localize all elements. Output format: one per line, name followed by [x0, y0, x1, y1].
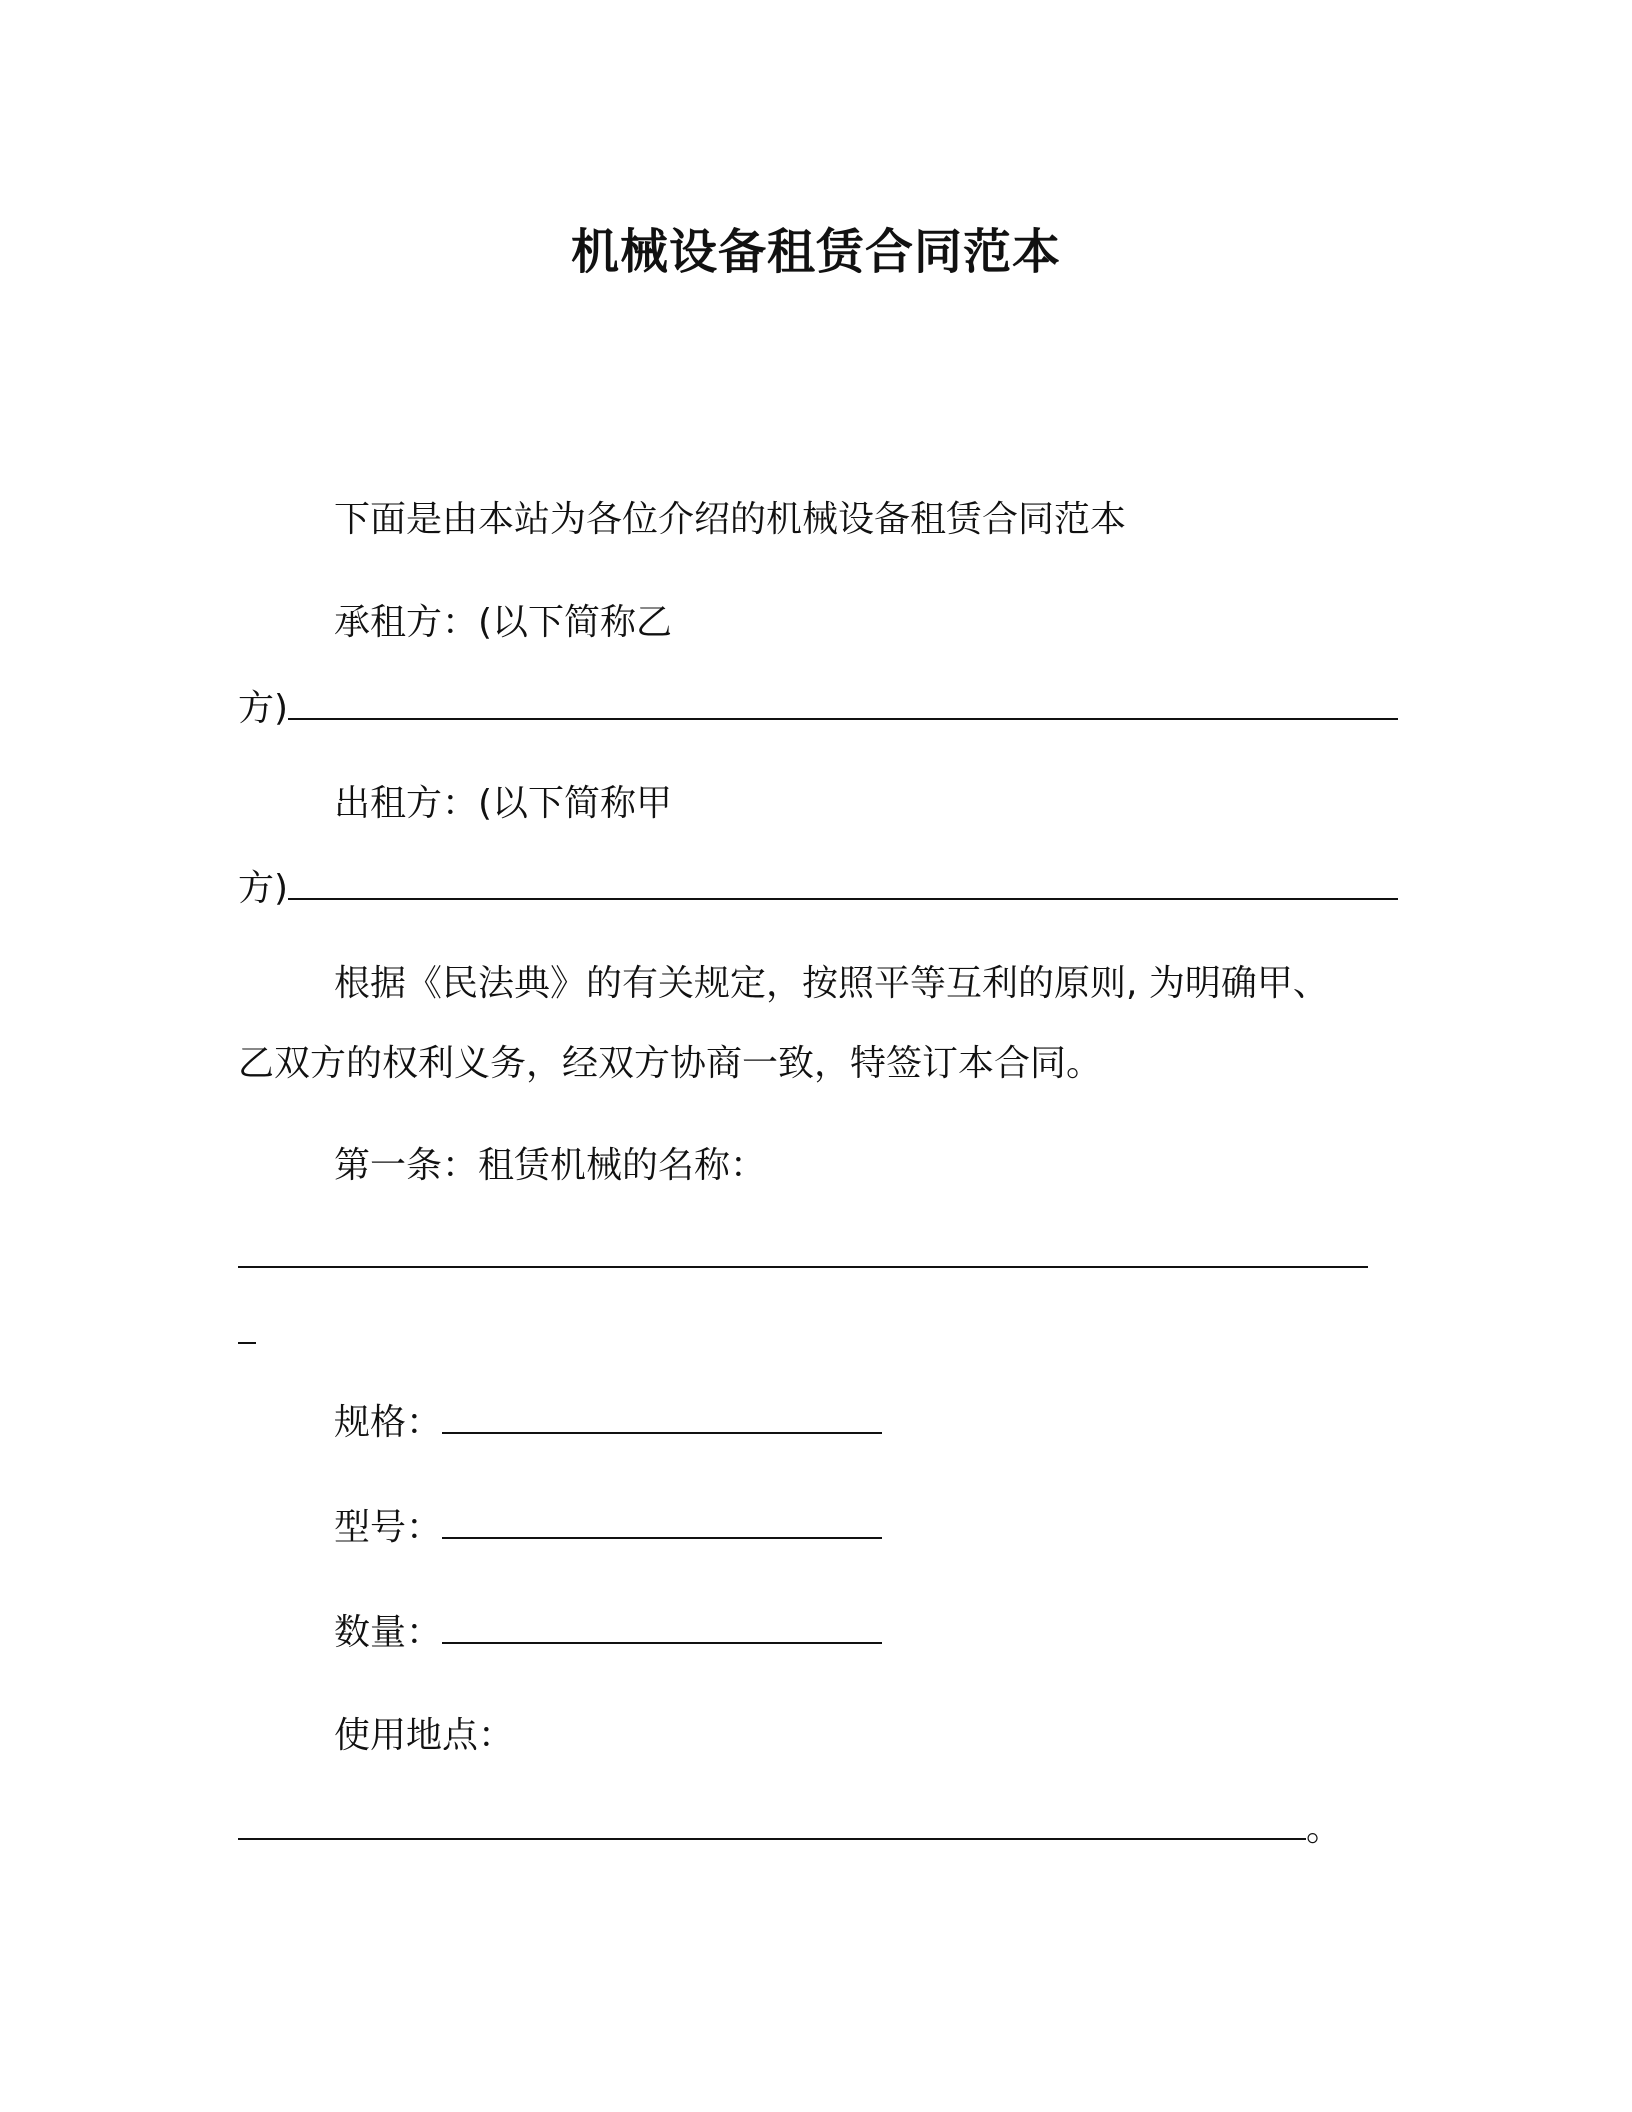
- machine-name-blank-cont[interactable]: [238, 1308, 256, 1344]
- location-line: [238, 1804, 1342, 1853]
- lessee-suffix: 方): [238, 688, 289, 729]
- article-1-heading: 第一条：租赁机械的名称：: [334, 1145, 767, 1186]
- lessee-line: [238, 684, 1398, 733]
- lessor-line: [238, 864, 1398, 913]
- spec-label: 规格：: [334, 1402, 443, 1443]
- quantity-blank[interactable]: [442, 1608, 882, 1644]
- basis-line-2: 乙双方的权利义务，经双方协商一致，特签订本合同。: [238, 1043, 1103, 1084]
- machine-name-line-cont: [238, 1308, 256, 1357]
- spec-blank[interactable]: [442, 1398, 882, 1434]
- machine-name-blank[interactable]: [238, 1232, 1368, 1268]
- lessee-blank[interactable]: [288, 684, 1398, 720]
- spec-line: [334, 1398, 882, 1447]
- location-label: 使用地点：: [334, 1715, 515, 1756]
- location-end: 。: [1306, 1808, 1343, 1849]
- quantity-label: 数量：: [334, 1612, 443, 1653]
- lessee-label: 承租方：(以下简称乙: [334, 602, 673, 643]
- lessor-label: 出租方：(以下简称甲: [334, 783, 673, 824]
- lessor-blank[interactable]: [288, 864, 1398, 900]
- intro-text: 下面是由本站为各位介绍的机械设备租赁合同范本: [334, 499, 1127, 540]
- basis-line-1: 根据《民法典》的有关规定，按照平等互利的原则, 为明确甲、: [334, 963, 1329, 1004]
- document-title: 机械设备租赁合同范本: [570, 224, 1061, 280]
- model-blank[interactable]: [442, 1503, 882, 1539]
- location-blank[interactable]: [238, 1804, 1306, 1840]
- model-line: [334, 1503, 882, 1552]
- quantity-line: [334, 1608, 882, 1657]
- lessor-suffix: 方): [238, 868, 289, 909]
- machine-name-line: [238, 1232, 1368, 1281]
- model-label: 型号：: [334, 1507, 443, 1548]
